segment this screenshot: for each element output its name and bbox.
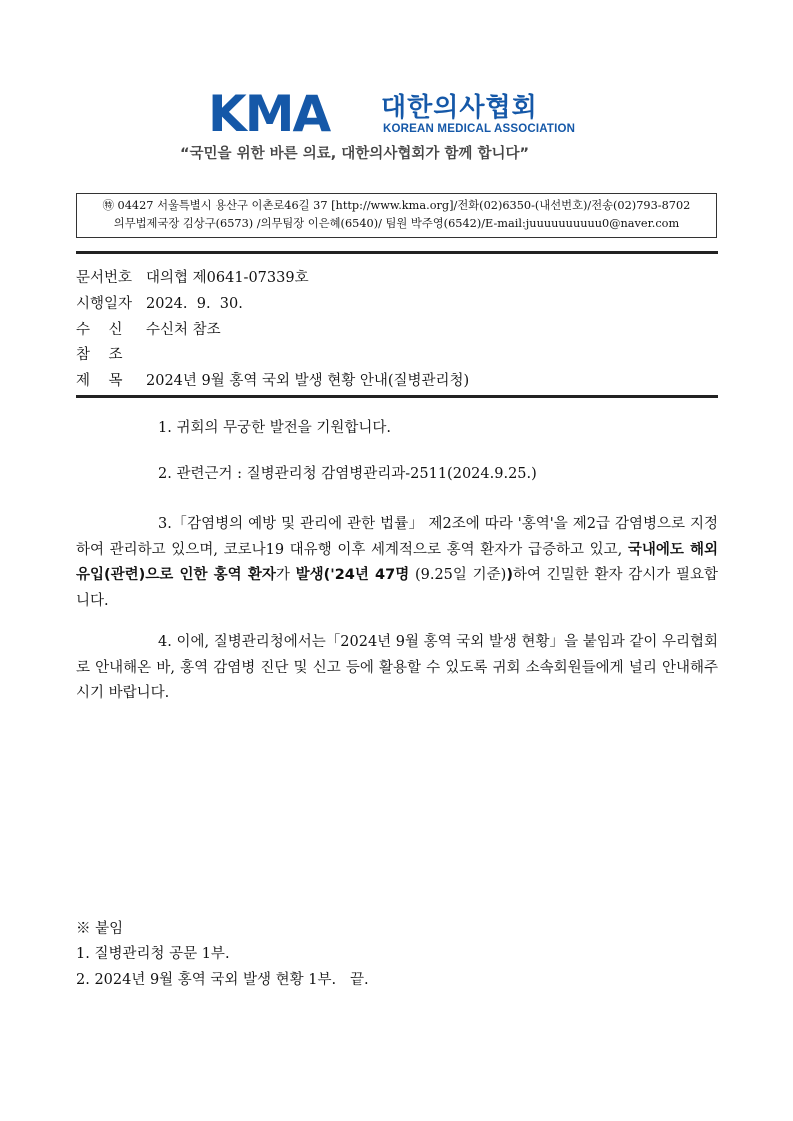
date-label: 시행일자 <box>76 296 133 312</box>
contact-staff-line: 의무법제국장 김상구(6573) /의무팀장 이은혜(6540)/ 팀원 박주영(6542)/E-mail:juuuuuuuuuu0@naver.com <box>113 217 680 230</box>
subject-value: 2024년 9월 홍역 국외 발생 현황 안내(질병관리청) <box>146 373 470 389</box>
paragraph-4-text: 4. 이에, 질병관리청에서는「2024년 9월 홍역 국외 발생 현황」을 붙임과 같이 우리협회로 안내해온 바, 홍역 감염병 진단 및 신고 등에 활용할 수 있도록 귀회 소속회원들에게 널리 안내해주시기 바랍니다. <box>76 634 718 701</box>
header-divider-bottom <box>76 395 718 398</box>
paragraph-3-date-note: (9.25일 기준) <box>414 567 507 583</box>
paragraph-2 <box>76 462 718 486</box>
header-divider-top <box>76 251 718 254</box>
doc-number-value: 대의협 제0641-07339호 <box>146 270 309 286</box>
paragraph-3-particle: 가 <box>275 567 296 583</box>
date-row <box>76 292 243 316</box>
contact-box <box>76 193 717 238</box>
paragraph-3-emphasis-count: 발생('24년 47명 <box>295 567 410 583</box>
logo-name-korean: 대한의사협회 <box>381 93 538 123</box>
recipient-value: 수신처 참조 <box>146 322 221 338</box>
paragraph-3-emphasis-cases: 국내에도 해외유입(관련)으로 인한 홍역 환자 <box>76 541 718 583</box>
attachments-title: ※ 붙임 <box>76 921 124 937</box>
paragraph-4 <box>76 630 718 707</box>
doc-number-row <box>76 266 309 290</box>
contact-address-line: ㊕ 04427 서울특별시 용산구 이촌로46길 37 [http://www.kma.org]/전화(02)6350-(내선번호)/전송(02)793-8702 <box>102 199 691 212</box>
kma-logo <box>208 85 588 143</box>
doc-number-label: 문서번호 <box>76 270 133 286</box>
paragraph-1 <box>76 416 718 440</box>
logo-mark: KMA <box>208 85 330 143</box>
paragraph-3-close-paren: ) <box>506 567 513 583</box>
paragraph-3-ending: 하여 긴밀한 환자 감시가 필요합니다. <box>76 567 718 609</box>
subject-label: 제 목 <box>76 373 123 389</box>
recipient-row <box>76 318 221 342</box>
attachment-item-1: 1. 질병관리청 공문 1부. <box>76 946 230 962</box>
slogan: “국민을 위한 바른 의료, 대한의사협회가 함께 합니다” <box>180 146 530 162</box>
subject-row <box>76 369 469 393</box>
reference-label: 참 조 <box>76 347 123 363</box>
logo-name-english: KOREAN MEDICAL ASSOCIATION <box>383 123 576 135</box>
paragraph-1-text: 1. 귀회의 무궁한 발전을 기원합니다. <box>158 420 391 436</box>
paragraph-2-text: 2. 관련근거 : 질병관리청 감염병관리과-2511(2024.9.25.) <box>158 466 537 482</box>
date-value: 2024. 9. 30. <box>146 296 243 312</box>
reference-row <box>76 343 146 367</box>
attachment-item-2: 2. 2024년 9월 홍역 국외 발생 현황 1부. 끝. <box>76 972 369 988</box>
paragraph-3-intro: 3.「감염병의 예방 및 관리에 관한 법률」 제2조에 따라 '홍역'을 제2급 감염병으로 지정하여 관리하고 있으며, 코로나19 대유행 이후 세계적으로 홍역 환자가 급증하고 있고, <box>76 516 718 558</box>
paragraph-3 <box>76 512 718 614</box>
recipient-label: 수 신 <box>76 322 123 338</box>
